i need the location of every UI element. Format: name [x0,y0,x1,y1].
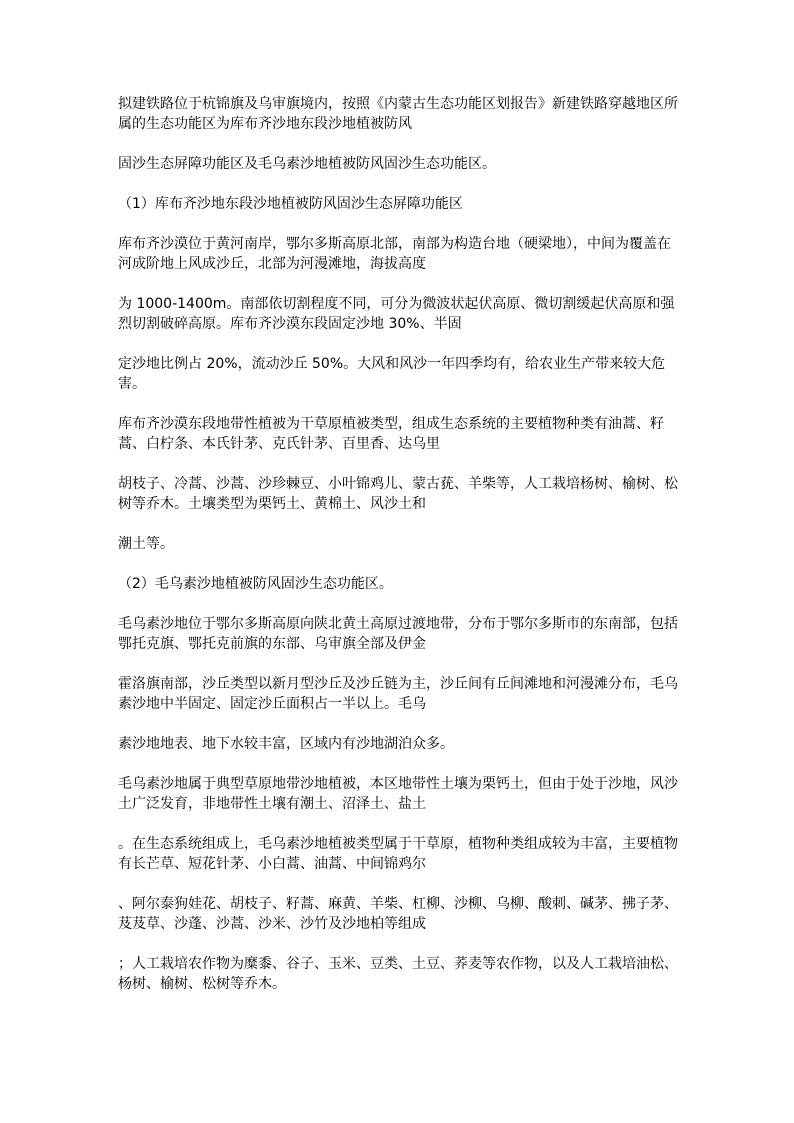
section-heading-kubuqi: （1）库布齐沙地东段沙地植被防风固沙生态屏障功能区 [118,196,463,212]
paragraph-maowusu-soil: 毛乌素沙地属于典型草原地带沙地植被，本区地带性土壤为栗钙土，但由于处于沙地，风沙土广泛发育，非地带性土壤有潮土、沼泽土、盐土 [118,776,678,812]
paragraph-maowusu-crops: ；人工栽培农作物为糜黍、谷子、玉米、豆类、土豆、荞麦等农作物，以及人工栽培油松、杨树、榆树、松树等乔木。 [118,956,678,992]
paragraph-kubuqi-vegetation: 库布齐沙漠东段地带性植被为干草原植被类型，组成生态系统的主要植物种类有油蒿、籽蒿、白柠条、本氏针茅、克氏针茅、百里香、达乌里 [118,416,664,452]
paragraph-maowusu-plants: 、阿尔泰狗娃花、胡枝子、籽蒿、麻黄、羊柴、杠柳、沙柳、乌柳、酸刺、碱茅、拂子茅、芨芨草、沙蓬、沙蒿、沙米、沙竹及沙地柏等组成 [118,896,678,932]
paragraph-intro: 拟建铁路位于杭锦旗及乌审旗境内，按照《内蒙古生态功能区划报告》新建铁路穿越地区所属的生态功能区为库布齐沙地东段沙地植被防风 [118,96,678,132]
paragraph-maowusu-ecosystem: 。在生态系统组成上，毛乌素沙地植被类型属于干草原，植物种类组成较为丰富，主要植物有长芒草、短花针茅、小白蒿、油蒿、中间锦鸡尔 [118,836,678,872]
paragraph-kubuqi-soil: 潮土等。 [118,536,174,552]
section-heading-maowusu: （2）毛乌素沙地植被防风固沙生态功能区。 [118,576,393,592]
paragraph-maowusu-dunes: 霍洛旗南部，沙丘类型以新月型沙丘及沙丘链为主，沙丘间有丘间滩地和河漫滩分布，毛乌素沙地中半固定、固定沙丘面积占一半以上。毛乌 [118,676,678,712]
paragraph-kubuqi-location: 库布齐沙漠位于黄河南岸，鄂尔多斯高原北部，南部为构造台地（硬梁地），中间为覆盖在河成阶地上风成沙丘，北部为河漫滩地，海拔高度 [118,236,671,272]
paragraph-kubuqi-plants: 胡枝子、冷蒿、沙蒿、沙珍棘豆、小叶锦鸡儿、蒙古莸、羊柴等，人工栽培杨树、榆树、松树等乔木。土壤类型为栗钙土、黄棉土、风沙土和 [118,476,678,512]
paragraph-maowusu-location: 毛乌素沙地位于鄂尔多斯高原向陕北黄土高原过渡地带，分布于鄂尔多斯市的东南部，包括鄂托克旗、鄂托克前旗的东部、乌审旗全部及伊金 [118,616,678,652]
paragraph-intro-continued: 固沙生态屏障功能区及毛乌素沙地植被防风固沙生态功能区。 [118,156,496,172]
paragraph-kubuqi-sand-ratio: 定沙地比例占 20%，流动沙丘 50%。大风和风沙一年四季均有，给农业生产带来较大危害。 [118,356,666,392]
document-page [118,94,678,1014]
paragraph-maowusu-water: 素沙地地表、地下水较丰富，区域内有沙地湖泊众多。 [118,736,454,752]
paragraph-kubuqi-elevation: 为 1000-1400m。南部依切割程度不同，可分为微波状起伏高原、微切割缓起伏高原和强烈切割破碎高原。库布齐沙漠东段固定沙地 30%、半固 [118,296,675,332]
